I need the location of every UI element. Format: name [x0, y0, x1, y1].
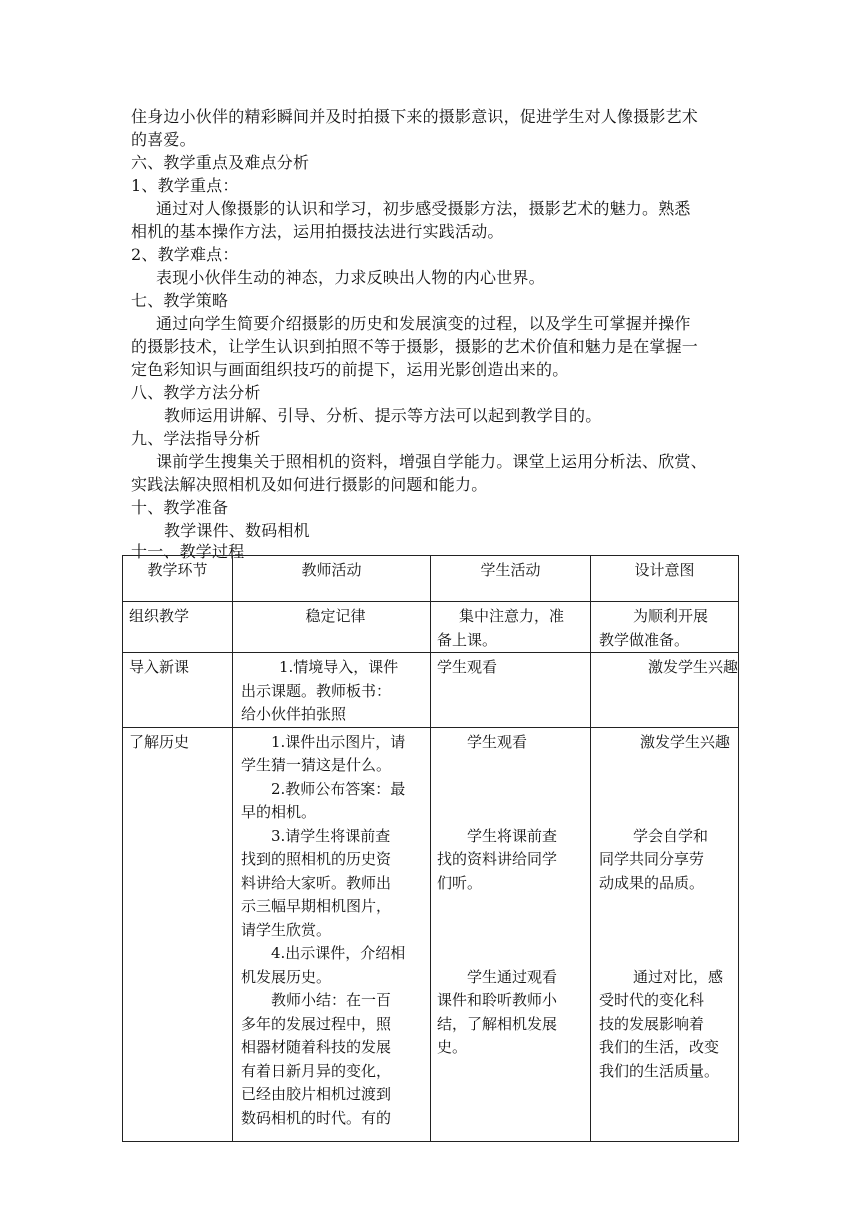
- section-6-2-line-1: 表现小伙伴生动的神态，力求反映出人物的内心世界。: [156, 268, 545, 287]
- intro-line-2: 的喜爱。: [131, 130, 196, 149]
- section-10-line-1: 教学课件、数码相机: [164, 521, 310, 540]
- section-7-heading: 七、教学策略: [131, 291, 229, 310]
- cell-stage: 导入新课: [123, 653, 233, 728]
- cell-teacher: 1.情境导入，课件 出示课题。教师板书： 给小伙伴拍张照: [233, 653, 431, 728]
- header-cell-stage: 教学环节: [123, 556, 233, 602]
- section-8-heading: 八、教学方法分析: [131, 383, 261, 402]
- table-row: [123, 602, 739, 653]
- teaching-process-table: [122, 555, 739, 1142]
- cell-student: 学生观看 学生将课前查 找的资料讲给同学 们听。 学生通过观看 课件和聆听教师小 结，了解相机发展 史。: [431, 727, 591, 1141]
- cell-teacher: 1.课件出示图片，请 学生猜一猜这是什么。 2.教师公布答案：最 早的相机。 3.请学生将课前查 找到的照相机的历史资 料讲给大家听。教师出 示三幅早期相机图片， 请学生欣赏。 4.出示课件，介绍相 机发展历史。 教师小结：在一百 多年的发展过程中，照 相器材随着科技的发展 有着日新月异的变化， 已经由胶片相机过渡到 数码相机的时代。有的: [233, 727, 431, 1141]
- header-cell-intent: 设计意图: [591, 556, 739, 602]
- section-7-line-1: 通过向学生简要介绍摄影的历史和发展演变的过程，以及学生可掌握并操作: [156, 314, 691, 333]
- section-6-2-heading: 2、教学难点：: [131, 245, 239, 264]
- section-7-line-3: 定色彩知识与画面组织技巧的前提下，运用光影创造出来的。: [131, 360, 569, 379]
- cell-stage: 了解历史: [123, 727, 233, 1141]
- section-9-heading: 九、学法指导分析: [131, 429, 261, 448]
- table-row: [123, 653, 739, 728]
- cell-teacher: 稳定记律: [233, 602, 431, 653]
- section-10-heading: 十、教学准备: [131, 498, 229, 517]
- intro-line-1: 住身边小伙伴的精彩瞬间并及时拍摄下来的摄影意识，促进学生对人像摄影艺术: [131, 107, 699, 126]
- section-6-1-line-1: 通过对人像摄影的认识和学习，初步感受摄影方法，摄影艺术的魅力。熟悉: [156, 199, 691, 218]
- header-cell-student: 学生活动: [431, 556, 591, 602]
- table-header-row: [123, 556, 739, 602]
- cell-intent: 激发学生兴趣: [591, 653, 739, 728]
- section-6-heading: 六、教学重点及难点分析: [131, 153, 310, 172]
- cell-stage: 组织教学: [123, 602, 233, 653]
- cell-student: 集中注意力，准 备上课。: [431, 602, 591, 653]
- cell-intent: 为顺利开展 教学做准备。: [591, 602, 739, 653]
- cell-student: 学生观看: [431, 653, 591, 728]
- header-cell-teacher: 教师活动: [233, 556, 431, 602]
- section-8-line-1: 教师运用讲解、引导、分析、提示等方法可以起到教学目的。: [164, 406, 602, 425]
- section-9-line-2: 实践法解决照相机及如何进行摄影的问题和能力。: [131, 475, 488, 494]
- section-11-heading: 十一、教学过程: [131, 542, 245, 561]
- table-row: [123, 727, 739, 1141]
- section-6-1-line-2: 相机的基本操作方法，运用拍摄技法进行实践活动。: [131, 222, 504, 241]
- cell-intent: 激发学生兴趣 学会自学和 同学共同分享劳 动成果的品质。 通过对比，感 受时代的变化科 技的发展影响着 我们的生活，改变 我们的生活质量。: [591, 727, 739, 1141]
- section-7-line-2: 的摄影技术，让学生认识到拍照不等于摄影，摄影的艺术价值和魅力是在掌握一: [131, 337, 699, 356]
- section-6-1-heading: 1、教学重点：: [131, 176, 239, 195]
- section-9-line-1: 课前学生搜集关于照相机的资料，增强自学能力。课堂上运用分析法、欣赏、: [156, 452, 707, 471]
